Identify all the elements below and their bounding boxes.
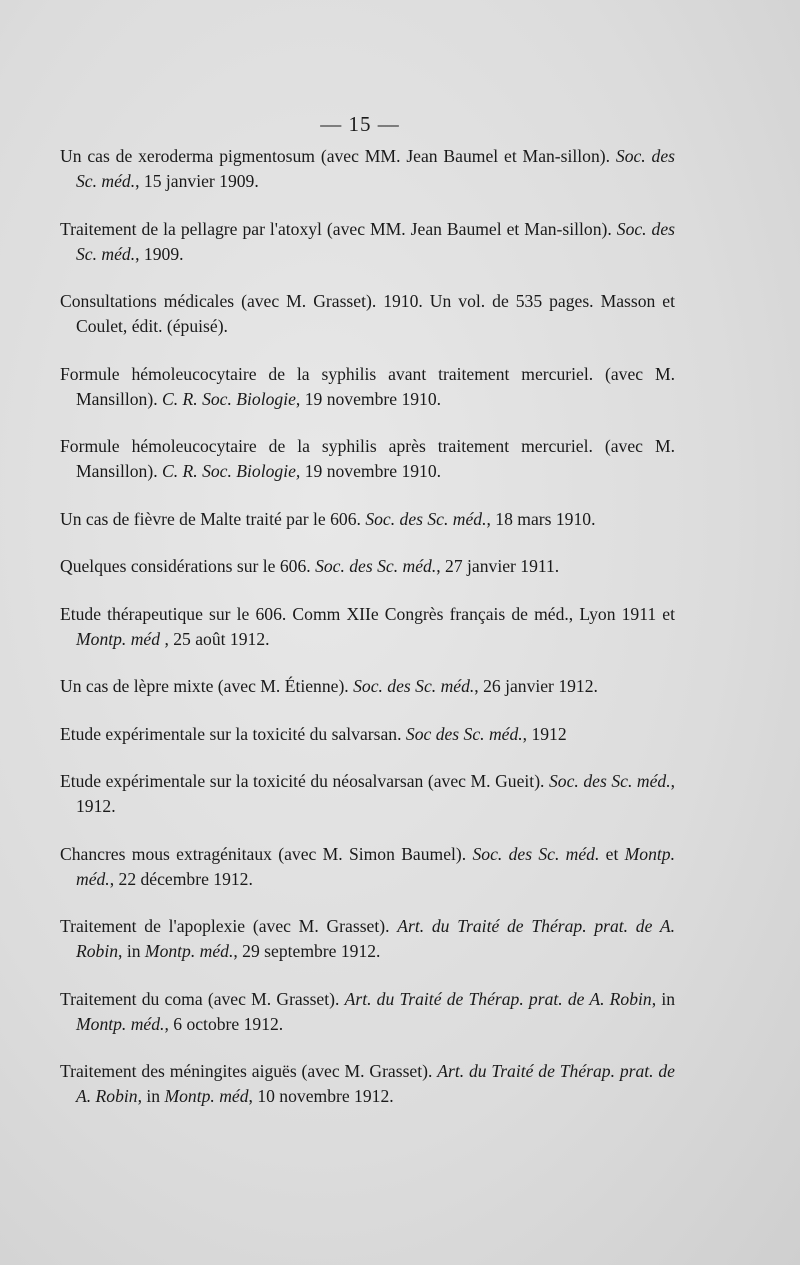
entry-text: Chancres mous extragénitaux (avec M. Simon Baumel). <box>60 843 473 864</box>
entry-text: Traitement des méningites aiguës (avec M. Grasset). <box>60 1061 438 1081</box>
bibliography-entry <box>60 602 675 652</box>
entry-citation-italic: Montp. méd <box>76 628 161 649</box>
page-number: — 15 — <box>320 112 400 136</box>
entry-text: Formule hémoleucocytaire de la syphilis avant traitement mercuriel. (avec M. Mansillon). <box>60 363 675 409</box>
entry-text: , in <box>651 988 675 1009</box>
entry-text: Consultations médicales (avec M. Grasset). 1910. Un vol. de 535 pages. Masson et Coulet, édit. (épuisé). <box>60 291 675 336</box>
entry-citation-italic: C. R. Soc. Biologie <box>162 388 296 409</box>
entry-text: Traitement du coma (avec M. Grasset). <box>60 988 345 1009</box>
entry-text: , 27 janvier 1911. <box>436 556 560 576</box>
entry-citation-italic: Montp. méd. <box>76 843 675 889</box>
entry-text: , 26 janvier 1912. <box>474 676 598 696</box>
entry-text: Etude thérapeutique sur le 606. Comm XIIe Congrès français de méd., Lyon 1911 et <box>60 603 675 624</box>
bibliography-entry <box>60 144 675 194</box>
bibliography-entry <box>60 217 675 267</box>
entry-text: , 1909. <box>135 243 184 264</box>
bibliography-entry <box>60 914 675 964</box>
entry-text: , 6 octobre 1912. <box>164 1013 284 1034</box>
bibliography-entry <box>60 674 675 699</box>
entry-citation-italic: Soc. des Sc. méd. <box>549 771 671 791</box>
bibliography-entry <box>60 842 675 892</box>
entry-citation-italic: Montp. méd. <box>144 941 234 961</box>
entry-text: Un cas de lèpre mixte (avec M. Étienne). <box>60 676 354 696</box>
entry-text: Un cas de xeroderma pigmentosum (avec MM. Jean Baumel et Man-sillon). <box>60 146 616 166</box>
bibliography-entry <box>60 362 675 412</box>
entry-citation-italic: Art. du Traité de Thérap. prat. de A. Robin <box>344 988 652 1009</box>
entry-text: , 22 décembre 1912. <box>109 868 253 889</box>
entry-text: et <box>599 843 625 864</box>
entry-text: , 1912. <box>76 771 675 816</box>
entry-citation-italic: Soc. des Sc. méd. <box>472 843 600 864</box>
entry-text: , 1912 <box>522 723 567 744</box>
entry-text: Formule hémoleucocytaire de la syphilis après traitement mercuriel. (avec M. Mansillon). <box>60 436 675 481</box>
entry-citation-italic: Montp. méd <box>164 1086 249 1106</box>
entry-citation-italic: Soc. des Sc. méd. <box>315 556 437 576</box>
entry-citation-italic: Art. du Traité de Thérap. prat. de A. Robin <box>76 916 675 961</box>
entry-text: Traitement de l'apoplexie (avec M. Grasset). <box>60 916 398 936</box>
bibliography-entry <box>60 434 675 484</box>
entry-citation-italic: Soc. des Sc. méd. <box>353 676 475 696</box>
entry-text: , 15 janvier 1909. <box>135 171 259 191</box>
bibliography-entry <box>60 722 675 747</box>
bibliography-entry <box>60 289 675 339</box>
entry-text: Traitement de la pellagre par l'atoxyl (avec MM. Jean Baumel et Man-sillon). <box>60 218 617 239</box>
bibliography-entry <box>60 507 675 532</box>
bibliography-entry <box>60 1059 675 1109</box>
entry-citation-italic: Soc des Sc. méd. <box>405 723 523 744</box>
entry-citation-italic: Art. du Traité de Thérap. prat. de A. Robin <box>76 1061 675 1106</box>
entry-text: , 25 août 1912. <box>160 628 270 649</box>
bibliography-list <box>60 144 675 1132</box>
entry-citation-italic: Montp. méd. <box>76 1013 165 1034</box>
entry-text: Etude expérimentale sur la toxicité du salvarsan. <box>60 723 406 744</box>
entry-text: Quelques considérations sur le 606. <box>60 556 316 576</box>
bibliography-entry <box>60 554 675 579</box>
entry-text: , 29 septembre 1912. <box>233 941 381 961</box>
entry-text: , in <box>118 941 145 961</box>
entry-citation-italic: Soc. des Sc. méd. <box>76 218 676 264</box>
entry-text: , 18 mars 1910. <box>486 508 596 529</box>
entry-citation-italic: Soc. des Sc. méd. <box>365 508 487 529</box>
bibliography-entry <box>60 769 675 819</box>
entry-text: , 10 novembre 1912. <box>248 1086 394 1106</box>
entry-text: Un cas de fièvre de Malte traité par le 606. <box>60 508 366 529</box>
entry-citation-italic: Soc. des Sc. méd. <box>76 146 675 191</box>
entry-text: , 19 novembre 1910. <box>295 388 442 409</box>
entry-text: 19 novembre 1910. <box>300 461 442 481</box>
entry-text: Etude expérimentale sur la toxicité du néosalvarsan (avec M. Gueit). <box>60 771 549 791</box>
entry-citation-italic: C. R. Soc. Biologie, <box>162 461 301 481</box>
bibliography-entry <box>60 987 675 1037</box>
entry-text: , in <box>137 1086 165 1106</box>
